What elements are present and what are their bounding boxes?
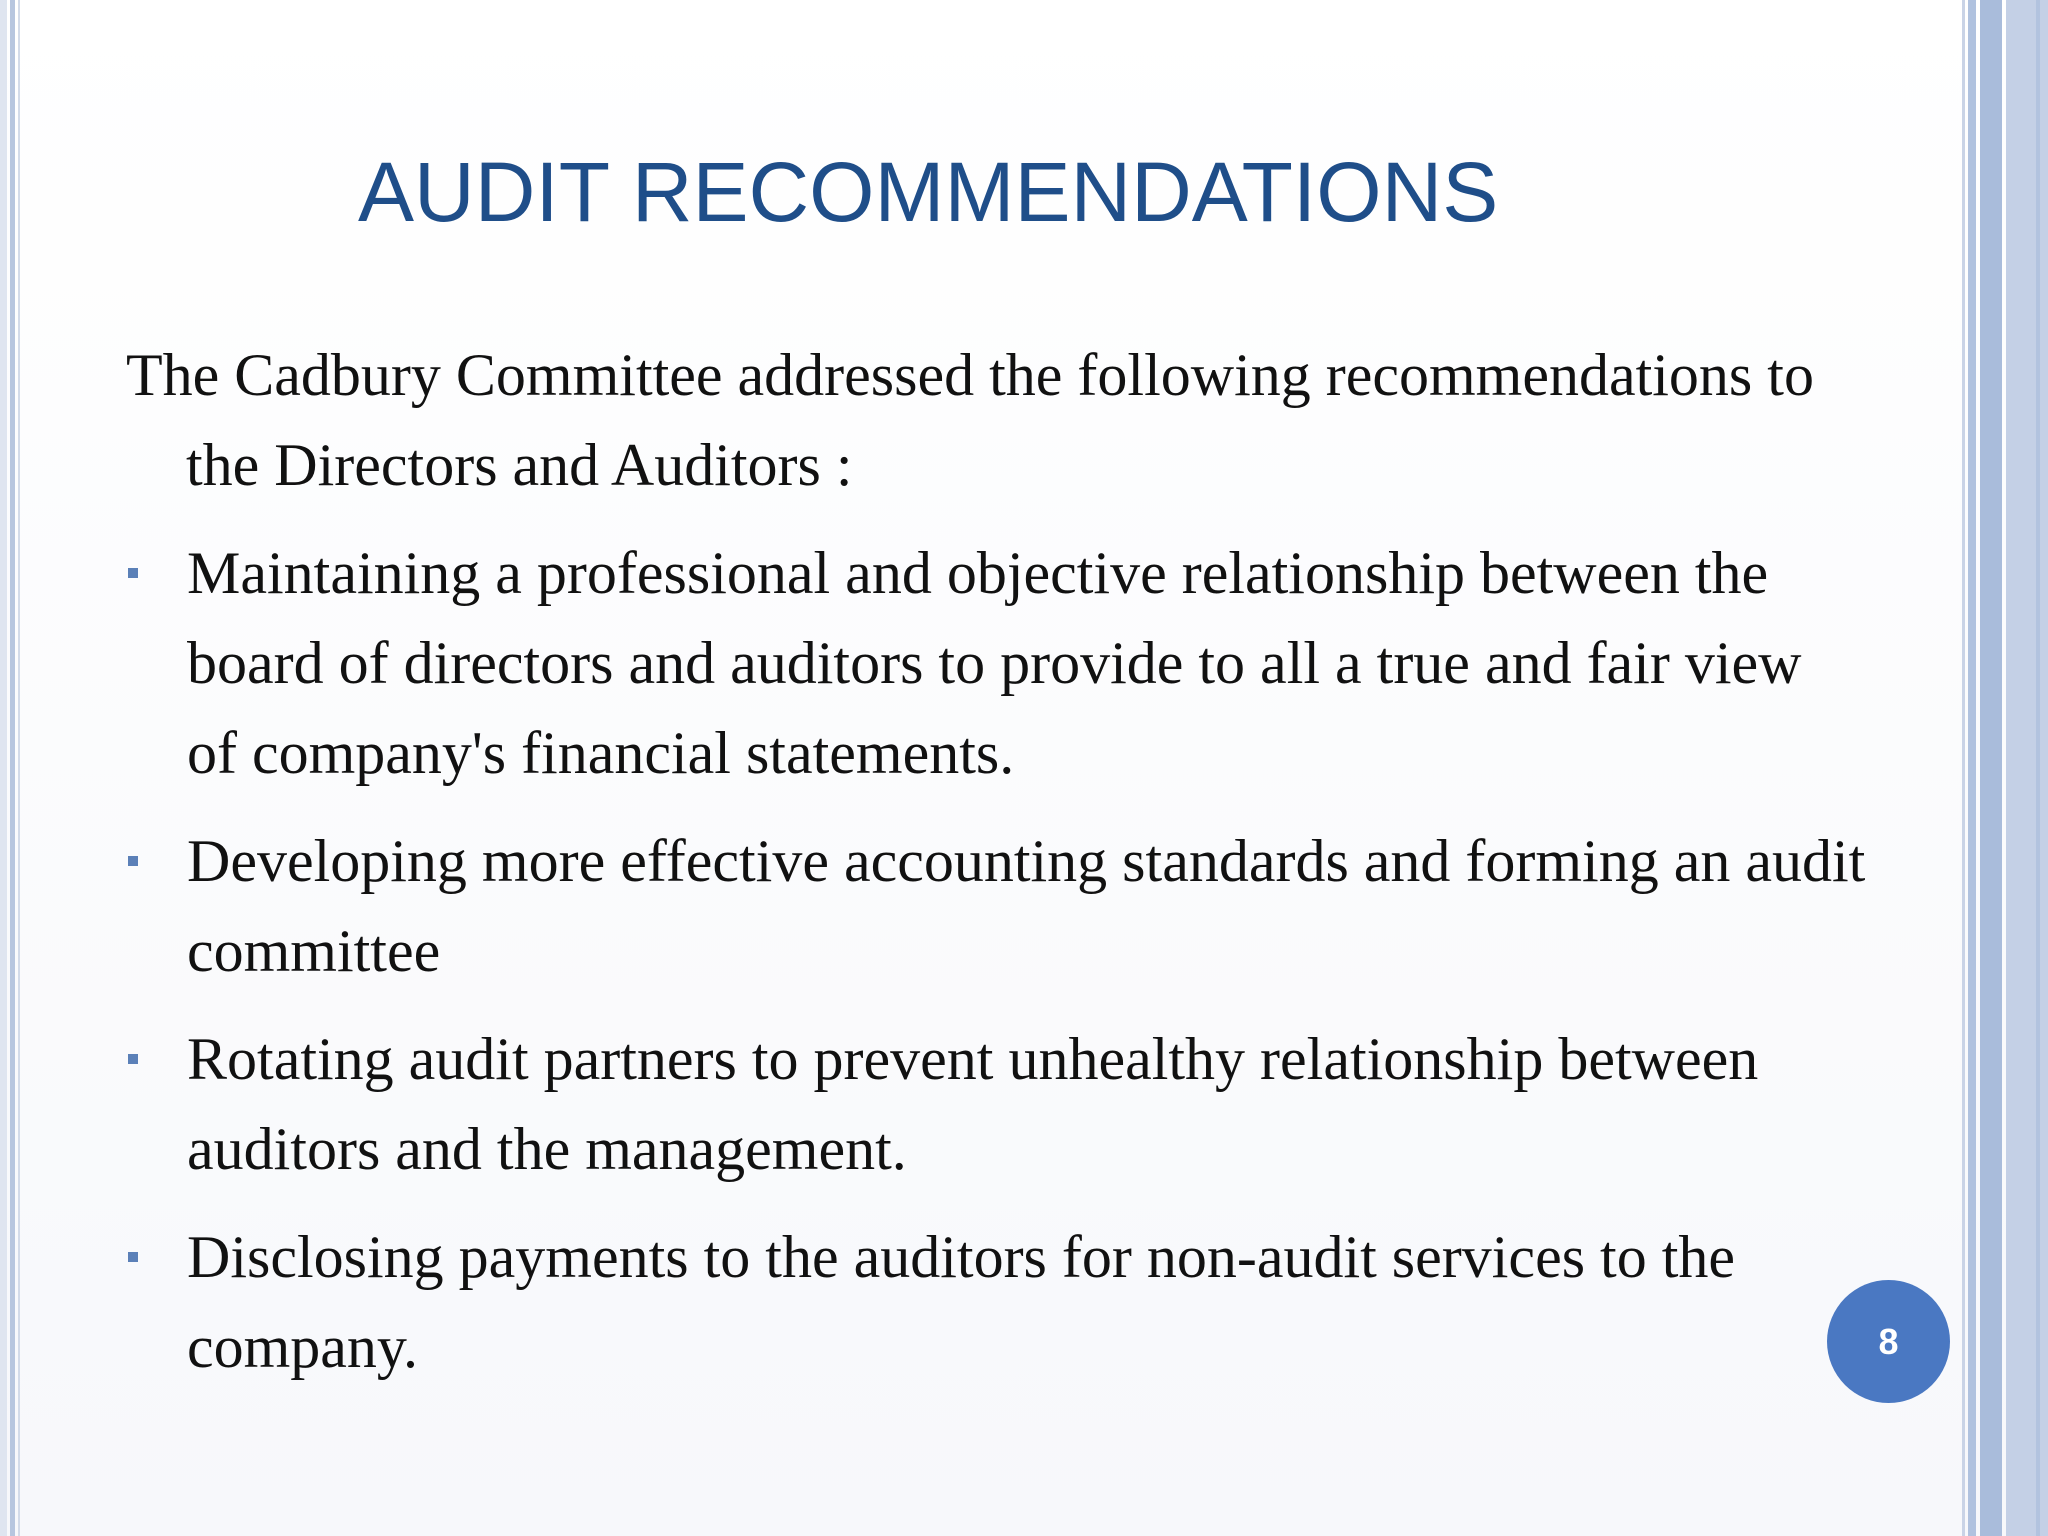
slide-title: AUDIT RECOMMENDATIONS [358,145,1499,239]
right-edge-stripe [1980,0,2002,1536]
recommendation-list [126,528,1866,1392]
square-bullet-icon [128,1054,138,1064]
slide-body [126,330,1866,1410]
list-item-text: Disclosing payments to the auditors for non-audit services to the company. [187,1224,1736,1380]
left-edge-stripe [0,0,7,1536]
right-edge-stripe [1968,0,1976,1536]
square-bullet-icon [128,568,138,578]
intro-paragraph: The Cadbury Committee addressed the following recommendations to the Directors and Auditors : [126,342,1814,498]
left-edge-stripe [18,0,20,1536]
right-edge-stripe [1962,0,1965,1536]
right-edge-stripe [2006,0,2048,1536]
right-edge-stripe [2036,0,2040,1536]
list-item [126,1212,1866,1392]
left-edge-stripe [10,0,15,1536]
list-item [126,1014,1866,1194]
list-item-text: Developing more effective accounting standards and forming an audit committee [187,828,1866,984]
page-number-badge: 8 [1827,1280,1950,1403]
square-bullet-icon [128,1252,138,1262]
list-item-text: Rotating audit partners to prevent unhealthy relationship between auditors and the management. [187,1026,1759,1182]
square-bullet-icon [128,856,138,866]
list-item-text: Maintaining a professional and objective relationship between the board of directors and auditors to provide to all a true and fair view of company's financial statements. [187,540,1802,786]
list-item [126,528,1866,798]
list-item [126,816,1866,996]
